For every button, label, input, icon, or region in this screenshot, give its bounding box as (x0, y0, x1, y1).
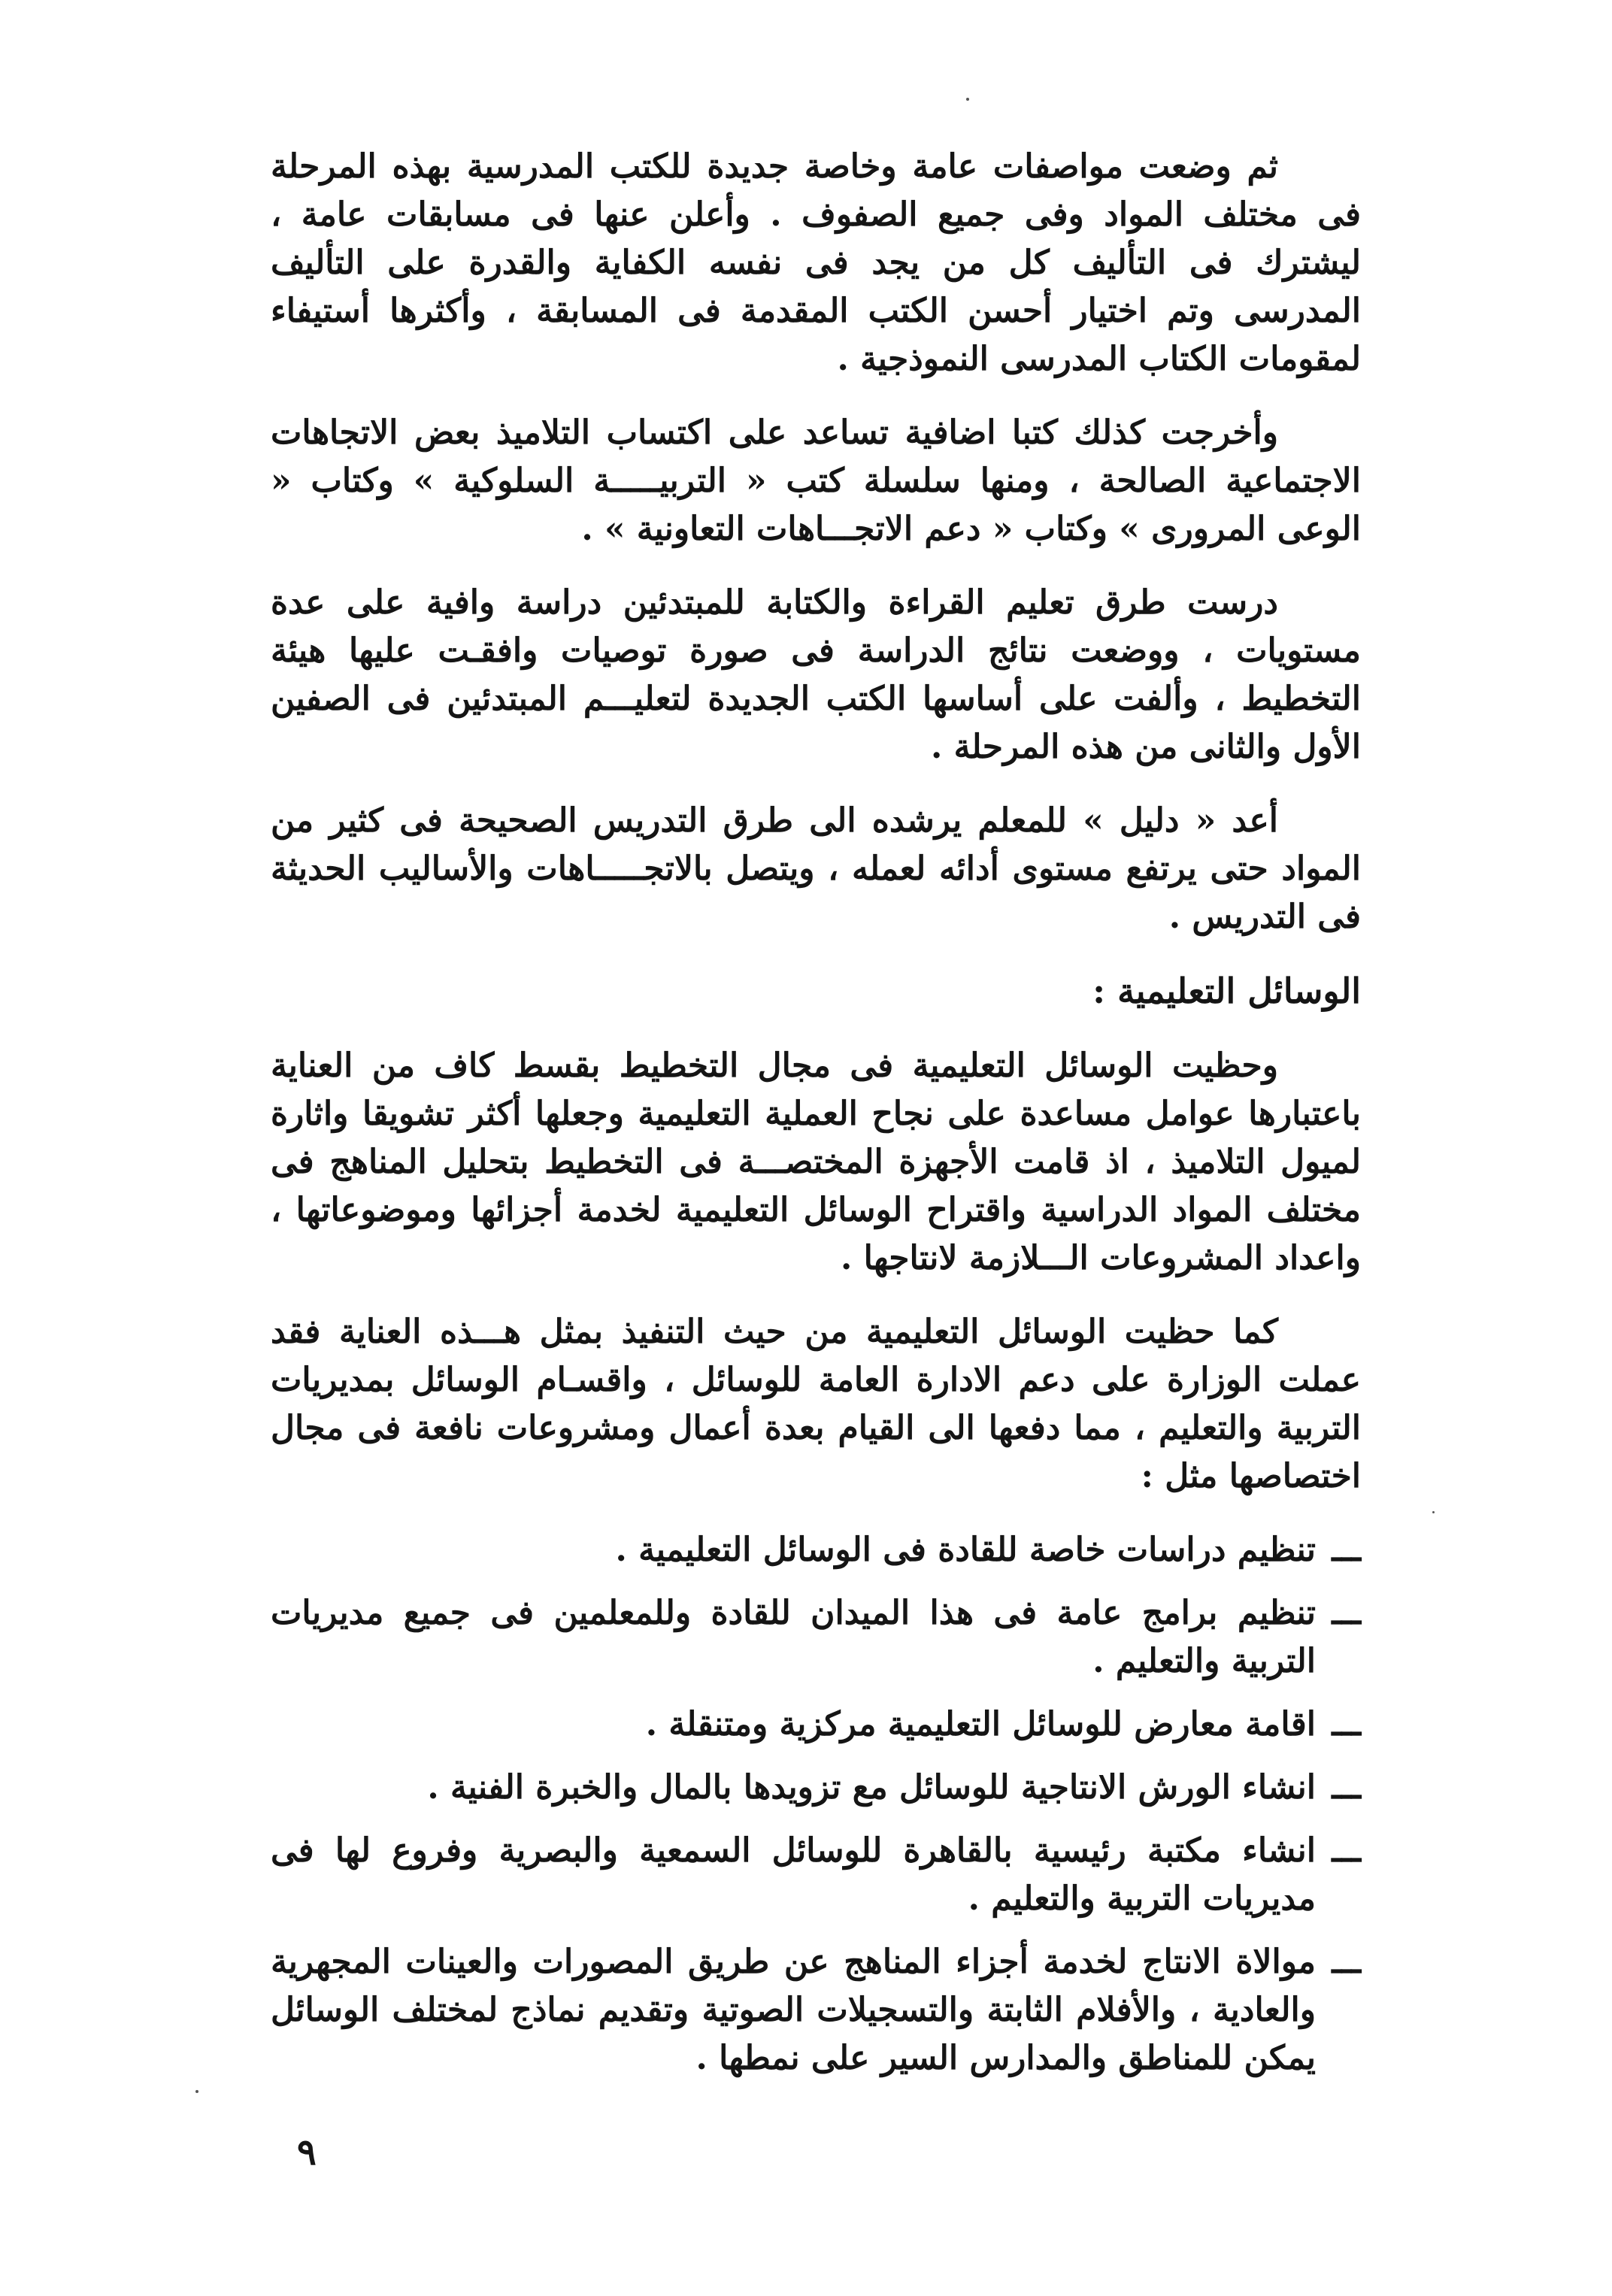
dash-bullet: ـــ (1332, 1831, 1361, 1870)
dash-bullet: ـــ (1332, 1705, 1361, 1743)
list-item (271, 1701, 1361, 1749)
dash-bullet: ـــ (1332, 1531, 1361, 1569)
section-heading: الوسائل التعليمية : (1092, 971, 1361, 1011)
paragraph-teacher-guide: أعد « دليل » للمعلم يرشده الى طرق التدريس الصحيحة فى كثير من المواد حتى يرتفع مستوى أدائه لعمله ، ويتصل بالاتجـــــاهات والأساليب الحديثة فى التدريس . (271, 801, 1361, 936)
list-item-text: موالاة الانتاج لخدمة أجزاء المناهج عن طريق المصورات والعينات المجهرية والعادية ، والأفلام الثابتة والتسجيلات الصوتية وتقديم نماذج لمختلف الوسائل يمكن للمناطق والمدارس السير على نمطها . (271, 1943, 1316, 2077)
paragraph-educational-aids-planning: وحظيت الوسائل التعليمية فى مجال التخطيط بقسط كاف من العناية باعتبارها عوامل مساعدة على نجاح العملية التعليمية وجعلها أكثر تشويقا واثارة لميول التلاميذ ، اذ قامت الأجهزة المختصـــة فى التخطيط بتحليل المناهج فى مختلف المواد الدراسية واقتراح الوسائل التعليمية لخدمة أجزائها وموضوعاتها ، واعداد المشروعات الـــلازمة لانتاجها . (271, 1047, 1361, 1277)
paragraph-textbook-specs: ثم وضعت مواصفات عامة وخاصة جديدة للكتب المدرسية بهذه المرحلة فى مختلف المواد وفى جميع الصفوف . وأعلن عنها فى مسابقات عامة ، ليشترك فى التأليف كل من يجد فى نفسه الكفاية والقدرة على التأليف المدرسى وتم اختيار أحسن الكتب المقدمة فى المسابقة ، وأكثرها أستيفاء لمقومات الكتاب المدرسى النموذجية . (271, 147, 1361, 378)
dash-bullet: ـــ (1332, 1943, 1361, 1981)
list-item-text: اقامة معارض للوسائل التعليمية مركزية ومتنقلة . (645, 1705, 1316, 1743)
dash-bullet: ـــ (1332, 1594, 1361, 1632)
list-item-text: انشاء الورش الانتاجية للوسائل مع تزويدها بالمال والخبرة الفنية . (427, 1768, 1316, 1807)
scan-speck (195, 2090, 198, 2093)
scan-speck (1432, 1511, 1435, 1513)
paragraph-educational-aids-implementation: كما حظيت الوسائل التعليمية من حيث التنفيذ بمثل هـــذه العناية فقد عملت الوزارة على دعم الادارة العامة للوسائل ، واقسـام الوسائل بمديريات التربية والتعليم ، مما دفعها الى القيام بعدة أعمال ومشروعات نافعة فى مجال اختصاصها مثل : (271, 1313, 1361, 1495)
list-item (271, 1764, 1361, 1812)
paragraph-supplementary-books: وأخرجت كذلك كتبا اضافية تساعد على اكتساب التلاميذ بعض الاتجاهات الاجتماعية الصالحة ، ومنها سلسلة كتب « التربيـــــة السلوكية » وكتاب « الوعى المرورى » وكتاب « دعم الاتجـــاهات التعاونية » . (271, 413, 1361, 548)
activities-list (271, 1526, 1361, 2082)
page-number: ٩ (297, 2131, 317, 2173)
list-item-text: انشاء مكتبة رئيسية بالقاهرة للوسائل السمعية والبصرية وفروع لها فى مديريات التربية والتعليم . (271, 1831, 1316, 1918)
dash-bullet: ـــ (1332, 1768, 1361, 1807)
list-item (271, 1589, 1361, 1686)
scan-speck (966, 98, 969, 101)
list-item-text: تنظيم برامج عامة فى هذا الميدان للقادة وللمعلمين فى جميع مديريات التربية والتعليم . (271, 1594, 1316, 1680)
list-item (271, 1827, 1361, 1923)
list-item (271, 1526, 1361, 1574)
document-body (271, 143, 1361, 2098)
paragraph-reading-methods: درست طرق تعليم القراءة والكتابة للمبتدئين دراسة وافية على عدة مستويات ، ووضعت نتائج الدراسة فى صورة توصيات وافقـت عليها هيئة التخطيط ، وألفت على أساسها الكتب الجديدة لتعليـــم المبتدئين فى الصفين الأول والثانى من هذه المرحلة . (271, 583, 1361, 766)
list-item-text: تنظيم دراسات خاصة للقادة فى الوسائل التعليمية . (615, 1531, 1316, 1569)
list-item (271, 1938, 1361, 2082)
